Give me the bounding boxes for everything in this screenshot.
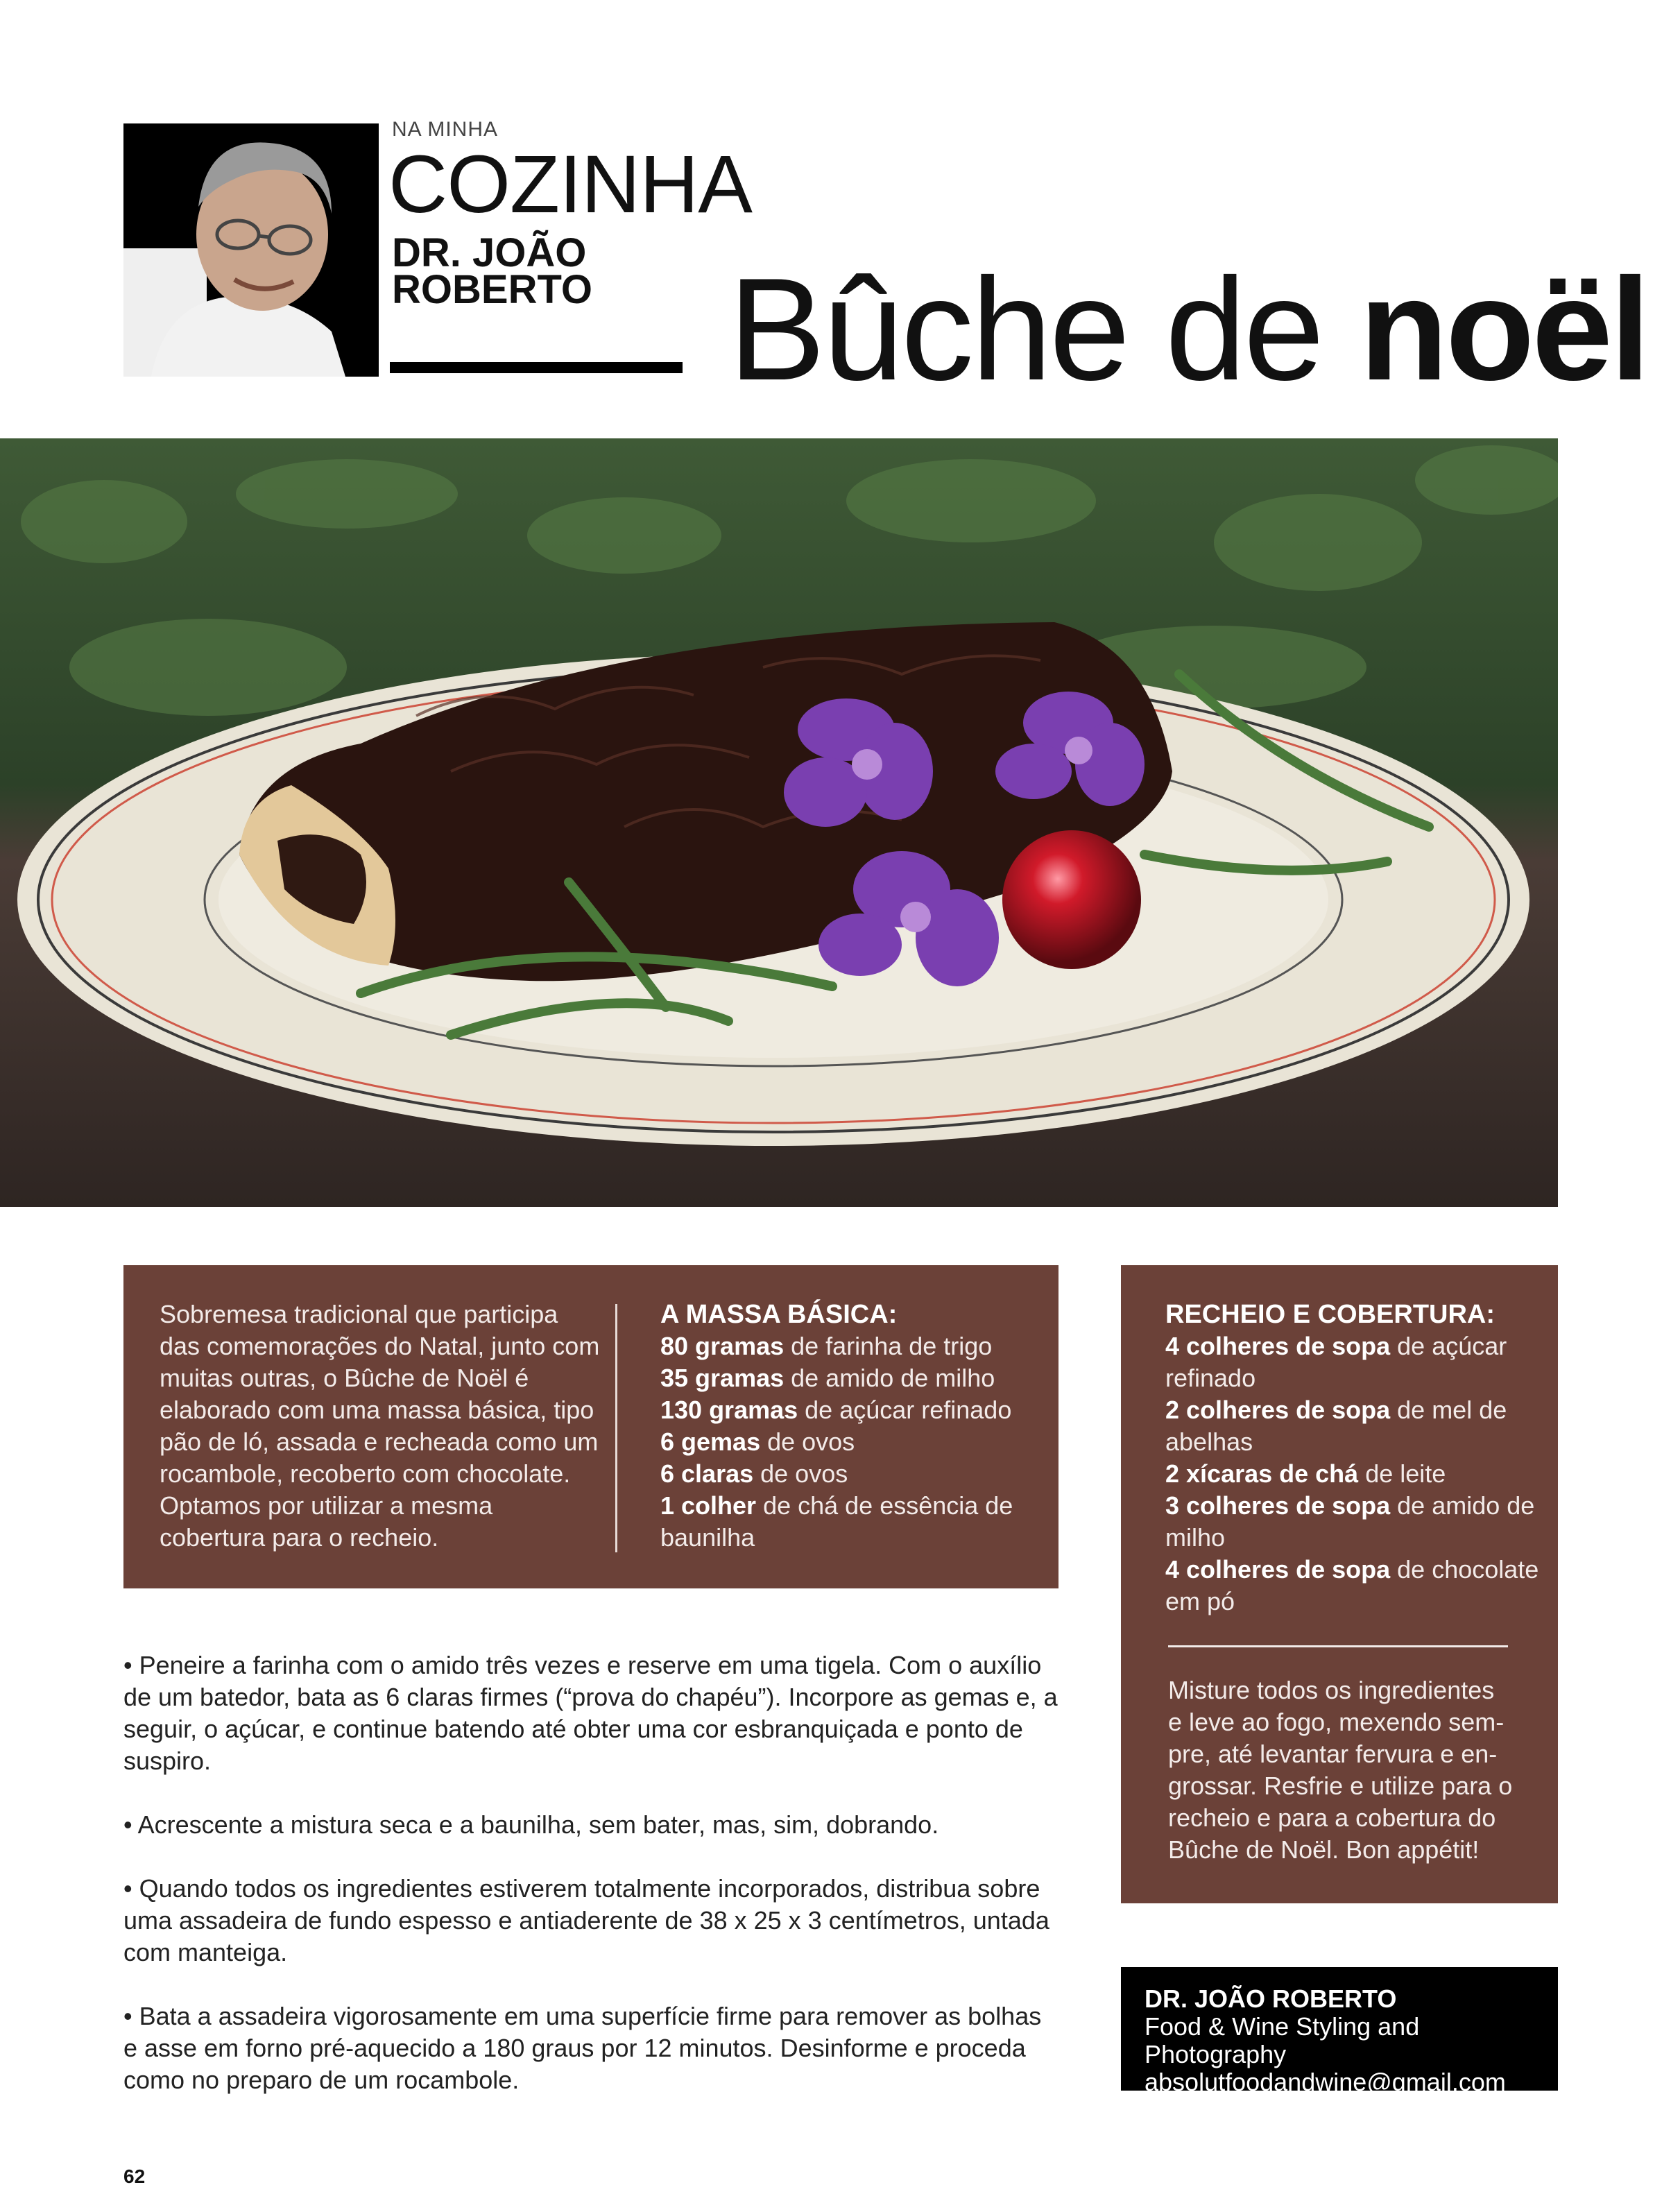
- recheio-title: RECHEIO E COBERTURA:: [1165, 1300, 1495, 1329]
- massa-title: A MASSA BÁSICA:: [660, 1300, 898, 1329]
- step-paragraph: • Peneire a farinha com o amido três vezes e reserve em uma tigela. Com o auxílio de um batedor, bata as 6 claras firmes (“prova do chapéu”). Incorpore as gemas e, a seguir, o açúcar, e continue batendo até obter uma cor esbranquiçada e ponto de suspiro.: [123, 1651, 1058, 1775]
- ingredient-item: 3 colheres de sopa de amido de milho: [1165, 1491, 1535, 1552]
- recheio-list: [1165, 1298, 1540, 1618]
- headline-light: Bûche de: [728, 248, 1360, 411]
- step-paragraph: • Quando todos os ingredientes estiverem totalmente incorporados, distribua sobre uma assadeira de fundo espesso e antiaderente de 38 x 25 x 3 centímetros, untada com manteiga.: [123, 1874, 1049, 1966]
- credit-email[interactable]: absolutfoodandwine@gmail.com: [1145, 2068, 1506, 2096]
- ingredient-item: 1 colher de chá de essência de baunilha: [660, 1491, 1013, 1552]
- ingredient-item: 35 gramas de amido de milho: [660, 1364, 995, 1392]
- ingredient-item: 130 gramas de açúcar refinado: [660, 1396, 1012, 1424]
- section-title: COZINHA: [388, 139, 752, 230]
- section-kicker: NA MINHA: [392, 118, 499, 141]
- author-name-line2: ROBERTO: [392, 267, 592, 313]
- recheio-instructions: Misture todos os ingredientes e leve ao fogo, mexendo sem-pre, até levantar fervura e en-grossar. Resfrie e utilize para o recheio e para a cobertura do Bûche de Noël. Bon appétit!: [1168, 1676, 1513, 1864]
- buche-de-noel-image: [0, 438, 1558, 1207]
- preparation-steps: [123, 1649, 1058, 2128]
- author-name-line1: DR. JOÃO: [392, 230, 587, 275]
- ingredient-item: 2 colheres de sopa de mel de abelhas: [1165, 1396, 1507, 1456]
- author-photo: [123, 123, 379, 377]
- recheio-divider: [1168, 1645, 1508, 1647]
- header-rule: [390, 362, 683, 373]
- ingredient-item: 2 xícaras de chá de leite: [1165, 1459, 1446, 1488]
- step-paragraph: • Acrescente a mistura seca e a baunilha, sem bater, mas, sim, dobrando.: [123, 1810, 939, 1839]
- page-number: 62: [123, 2166, 146, 2187]
- headline: [728, 248, 1648, 411]
- credit-text: [1145, 1985, 1554, 2096]
- panel-divider: [615, 1304, 617, 1552]
- credit-name: DR. JOÃO ROBERTO: [1145, 1984, 1397, 2013]
- ingredient-item: 6 gemas de ovos: [660, 1427, 855, 1456]
- credit-role: Food & Wine Styling and Photography: [1145, 2012, 1420, 2068]
- intro-text: Sobremesa tradicional que participa das comemorações do Natal, junto com muitas outras, o Bûche de Noël é elaborado com uma massa básica, tipo pão de ló, assada e recheada como um rocambole, recoberto com chocolate. Optamos por utilizar a mesma cobertura para o recheio.: [160, 1300, 600, 1552]
- author-name: [392, 230, 600, 313]
- author-portrait: [123, 123, 379, 377]
- dish-photo: [0, 438, 1558, 1207]
- step-paragraph: • Bata a assadeira vigorosamente em uma superfície firme para remover as bolhas e asse em forno pré-aquecido a 180 graus por 12 minutos. Desinforme e proceda como no preparo de um rocambole.: [123, 2002, 1042, 2094]
- headline-bold: noël: [1359, 248, 1648, 411]
- ingredient-item: 80 gramas de farinha de trigo: [660, 1332, 993, 1360]
- ingredient-item: 4 colheres de sopa de chocolate em pó: [1165, 1555, 1539, 1615]
- massa-basica-list: [660, 1298, 1049, 1554]
- ingredient-item: 6 claras de ovos: [660, 1459, 848, 1488]
- ingredient-item: 4 colheres de sopa de açúcar refinado: [1165, 1332, 1507, 1392]
